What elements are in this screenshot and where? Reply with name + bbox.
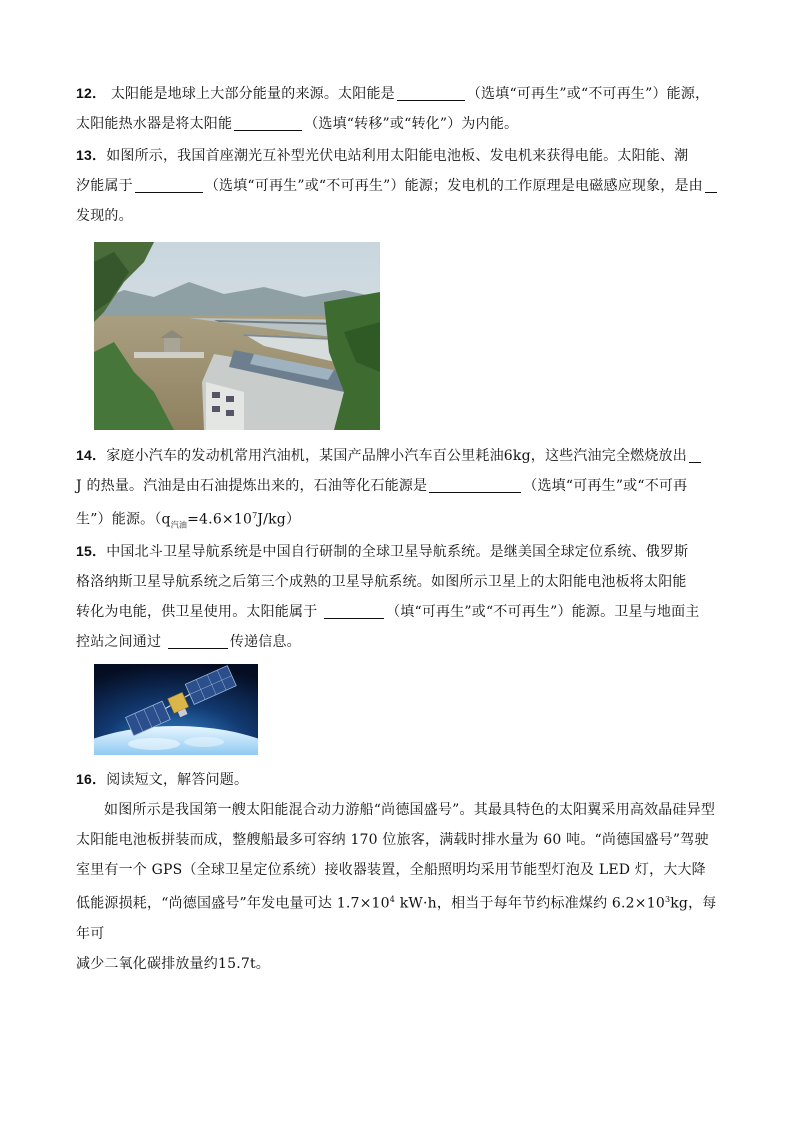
question-14: [76, 440, 724, 540]
question-text: 传递信息。: [229, 634, 301, 650]
passage-text: 低能源损耗，“尚德国盛号”年发电量可达 1.7×10: [76, 895, 390, 912]
question-text: 如图所示，我国首座潮光互补型光伏电站利用太阳能电池板、发电机来获得电能。太阳能、潮: [106, 148, 689, 164]
question-text: 太阳能是地球上大部分能量的来源。太阳能是: [110, 86, 395, 102]
passage-text: kg，每年可: [76, 895, 717, 942]
question-text: 中国北斗卫星导航系统是中国自行研制的全球卫星导航系统。是继美国全球定位系统、俄罗斯: [106, 544, 689, 560]
question-number: 12．: [76, 85, 107, 101]
answer-blank[interactable]: [705, 176, 717, 193]
question-number: 14．: [76, 447, 107, 463]
question-text: 格洛纳斯卫星导航系统之后第三个成熟的卫星导航系统。如图所示卫星上的太阳能电池板将太阳能: [76, 574, 687, 590]
answer-blank[interactable]: [324, 602, 384, 619]
question-16: [76, 764, 724, 979]
question-15: [76, 536, 724, 657]
satellite-illustration: [94, 664, 258, 755]
passage-line: 太阳能电池板拼装而成，整艘船最多可容纳 170 位旅客，满载时排水量为 60 吨。“尚德国盛号”驾驶: [76, 832, 709, 848]
passage-line: [76, 885, 724, 949]
power-station-illustration: [94, 242, 380, 430]
question-text: 生”）能源。（q: [76, 511, 171, 528]
answer-blank[interactable]: [429, 476, 521, 493]
question-text: 家庭小汽车的发动机常用汽油机，某国产品牌小汽车百公里耗油6kg，这些汽油完全燃烧放出: [106, 448, 687, 464]
question-text: J/kg）: [257, 511, 301, 528]
power-station-photo: [94, 242, 380, 430]
question-title: 阅读短文，解答问题。: [106, 772, 249, 788]
question-text: （选填“可再生”或“不可再生”）能源，: [466, 86, 710, 102]
passage-line: 室里有一个 GPS（全球卫星定位系统）接收器装置，全船照明均采用节能型灯泡及 LED 灯，大大降: [76, 862, 706, 878]
subscript: 汽油: [170, 520, 188, 530]
satellite-photo: [94, 664, 258, 755]
question-text: 汐能属于: [76, 178, 133, 194]
question-text: J 的热量。汽油是由石油提炼出来的，石油等化石能源是: [76, 478, 428, 494]
question-text: （选填“可再生”或“不可再生”）能源；发电机的工作原理是电磁感应现象，是由: [204, 178, 703, 194]
question-text: （选填“转移”或“转化”）为内能。: [304, 116, 519, 132]
question-number: 13．: [76, 147, 107, 163]
passage-line: 减少二氧化碳排放量约15.7t。: [76, 955, 270, 972]
passage-text: kW·h，相当于每年节约标准煤约 6.2×10: [395, 895, 665, 912]
answer-blank[interactable]: [234, 114, 302, 131]
answer-blank[interactable]: [689, 446, 701, 463]
answer-blank[interactable]: [397, 84, 465, 101]
answer-blank[interactable]: [168, 632, 228, 649]
question-text: 太阳能热水器是将太阳能: [76, 116, 233, 132]
superscript: 3: [664, 895, 671, 904]
question-number: 16．: [76, 771, 107, 787]
question-text: （选填“可再生”或“不可再: [523, 478, 688, 494]
question-12: [76, 78, 724, 139]
question-text: 控站之间通过: [76, 634, 162, 650]
answer-blank[interactable]: [135, 176, 203, 193]
superscript: 7: [252, 511, 258, 520]
question-text: 发现的。: [76, 208, 133, 224]
question-number: 15．: [76, 543, 107, 559]
passage-line: 如图所示是我国第一艘太阳能混合动力游船“尚德国盛号”。其最具特色的太阳翼采用高效晶硅异型: [104, 802, 716, 818]
superscript: 4: [389, 895, 396, 904]
question-text: （填“可再生”或“不可再生”）能源。卫星与地面主: [386, 604, 700, 620]
question-13: [76, 140, 724, 231]
question-text: 转化为电能，供卫星使用。太阳能属于: [76, 604, 318, 620]
question-text: =4.6×10: [187, 511, 253, 528]
